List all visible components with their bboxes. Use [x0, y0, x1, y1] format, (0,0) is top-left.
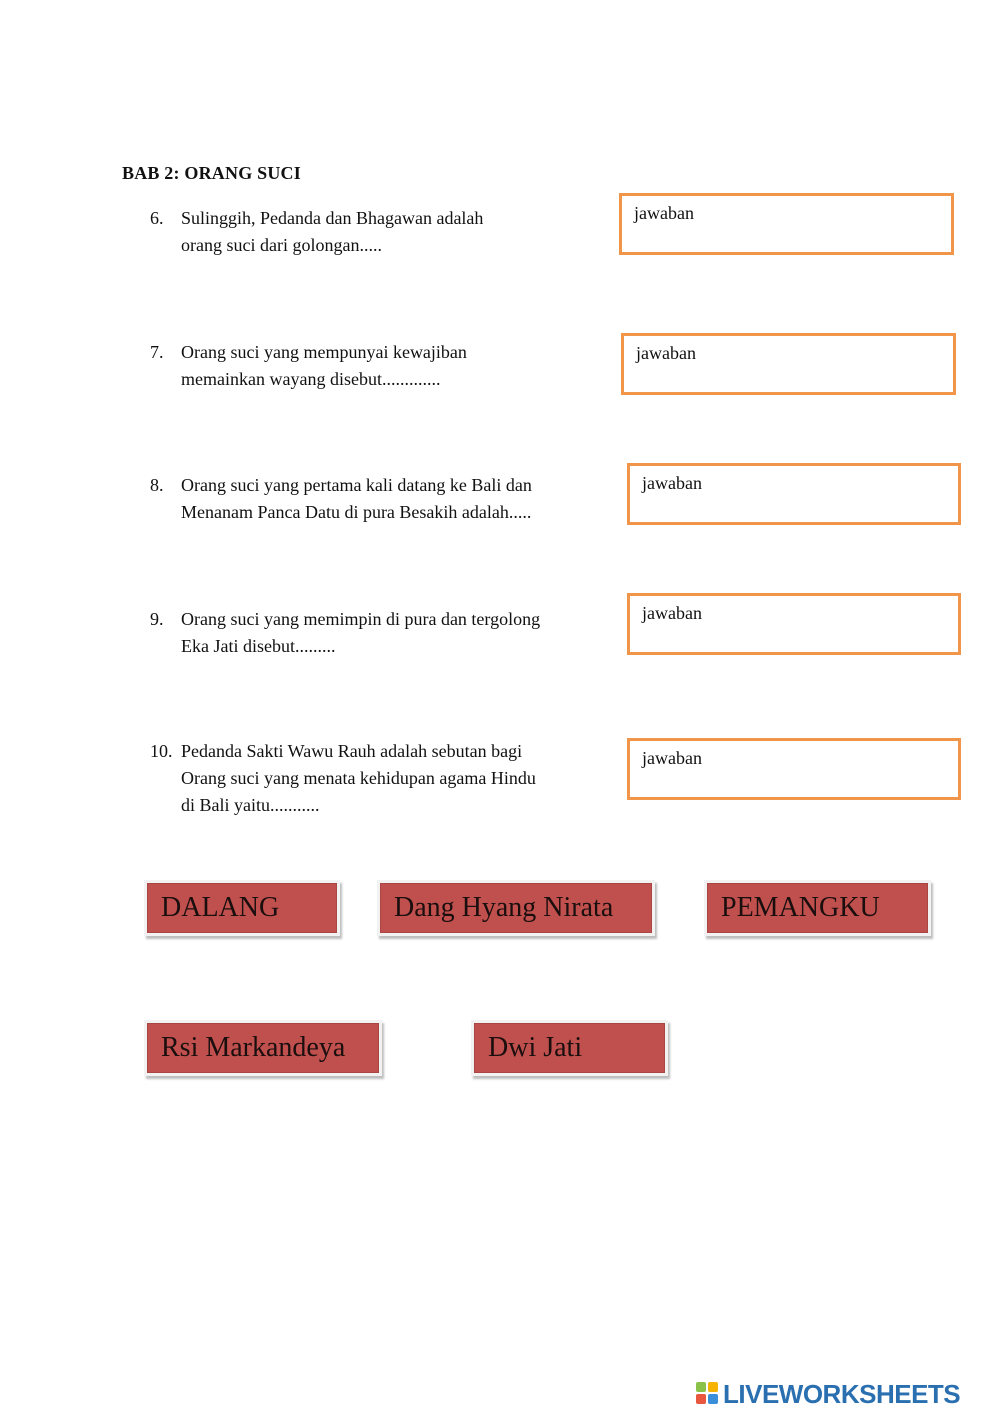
question-number: 10. — [150, 741, 173, 761]
question-10 — [150, 738, 600, 819]
answer-chip-dang-hyang-nirata[interactable]: Dang Hyang Nirata — [377, 880, 655, 936]
question-6 — [150, 205, 600, 259]
question-text-line: Pedanda Sakti Wawu Rauh adalah sebutan bagi — [181, 741, 523, 761]
question-text-line: Orang suci yang memimpin di pura dan tergolong — [181, 609, 541, 629]
question-text-line: di Bali yaitu........... — [181, 795, 320, 815]
brand-name: LIVEWORKSHEETS — [723, 1378, 961, 1409]
question-text-line: Menanam Panca Datu di pura Besakih adalah..... — [181, 502, 532, 522]
question-9 — [150, 606, 600, 660]
question-text-line: orang suci dari golongan..... — [181, 235, 382, 255]
question-text-line: Orang suci yang menata kehidupan agama Hindu — [181, 768, 536, 788]
question-7 — [150, 339, 600, 393]
question-text-line: Eka Jati disebut......... — [181, 636, 336, 656]
liveworksheets-logo-icon — [696, 1382, 720, 1406]
question-text-line: Orang suci yang mempunyai kewajiban — [181, 342, 467, 362]
question-text-line: Orang suci yang pertama kali datang ke Bali dan — [181, 475, 532, 495]
answer-chip-dwi-jati[interactable]: Dwi Jati — [471, 1020, 668, 1076]
section-title: BAB 2: ORANG SUCI — [122, 163, 301, 183]
answer-field-9[interactable]: jawaban — [627, 593, 961, 655]
question-8 — [150, 472, 600, 526]
answer-chip-pemangku[interactable]: PEMANGKU — [704, 880, 931, 936]
answer-chip-rsi-markandeya[interactable]: Rsi Markandeya — [144, 1020, 382, 1076]
answer-chip-dalang[interactable]: DALANG — [144, 880, 340, 936]
liveworksheets-logo — [696, 1380, 960, 1408]
logo-letter-v — [696, 1394, 706, 1404]
question-number: 7. — [150, 342, 164, 362]
question-number: 9. — [150, 609, 164, 629]
question-number: 6. — [150, 208, 164, 228]
answer-field-6[interactable]: jawaban — [619, 193, 954, 255]
question-text-line: Sulinggih, Pedanda dan Bhagawan adalah — [181, 208, 484, 228]
answer-field-7[interactable]: jawaban — [621, 333, 956, 395]
logo-letter-e — [708, 1394, 718, 1404]
logo-letter-l — [696, 1382, 706, 1392]
answer-field-10[interactable]: jawaban — [627, 738, 961, 800]
logo-letter-i — [708, 1382, 718, 1392]
question-number: 8. — [150, 475, 164, 495]
question-text-line: memainkan wayang disebut............. — [181, 369, 441, 389]
answer-field-8[interactable]: jawaban — [627, 463, 961, 525]
